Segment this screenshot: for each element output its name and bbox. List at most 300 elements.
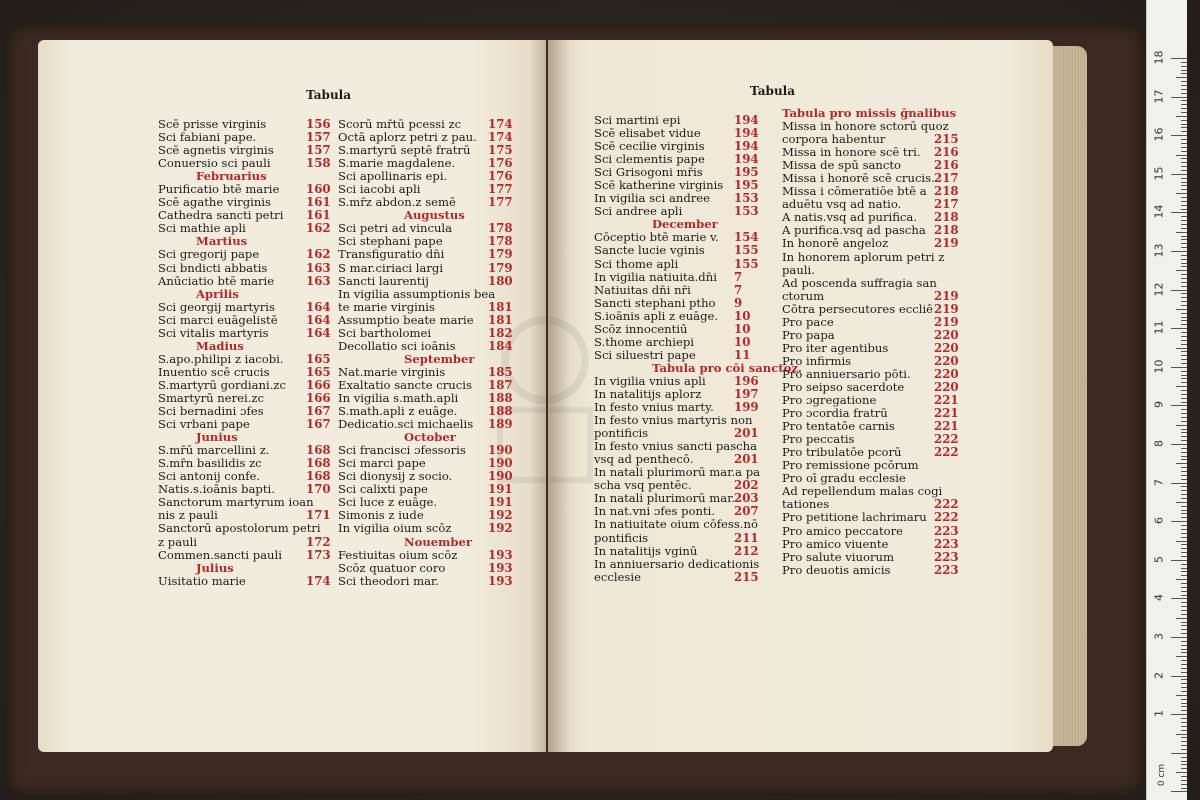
index-entry	[594, 258, 774, 271]
entry-title: aduētu vsq ad natio.	[782, 197, 902, 212]
entry-title: In festo vnius martyris non	[594, 413, 753, 428]
index-entry	[594, 323, 774, 336]
folio-number: 216	[934, 158, 959, 173]
ruler-tick	[1176, 386, 1187, 387]
entry-title: In natalitijs aplorz	[594, 386, 702, 401]
entry-title: vsq ad penthecō.	[594, 452, 694, 467]
index-entry	[338, 288, 518, 301]
folio-number: 179	[488, 247, 513, 262]
ruler-tick	[1181, 571, 1187, 572]
folio-number: 218	[934, 210, 959, 225]
ruler-tick	[1181, 788, 1187, 789]
entry-title: Sci Grisogoni mr̄is	[594, 165, 703, 180]
ruler-tick	[1176, 463, 1187, 464]
ruler-tick	[1181, 390, 1187, 391]
entry-title: Sanctorum martyrum ioan	[158, 495, 314, 510]
entry-title: In natali plurimorū mar.a pa	[594, 465, 761, 480]
folio-number: 10	[734, 321, 751, 336]
ruler-tick	[1181, 124, 1187, 125]
folio-number: 165	[306, 351, 331, 366]
ruler-tick	[1181, 344, 1187, 345]
entry-title: Pro remissione pcōrum	[782, 458, 919, 473]
folio-number: 181	[488, 299, 513, 314]
right-running-head: Tabula	[750, 84, 796, 98]
ruler-tick	[1181, 741, 1187, 742]
folio-number: 194	[734, 126, 759, 141]
entry-title: S.martyrū gordiani.zc	[158, 377, 287, 392]
index-entry	[158, 549, 338, 562]
ruler-tick	[1181, 259, 1187, 260]
folio-number: 11	[734, 347, 751, 362]
folio-number: 220	[934, 366, 959, 381]
folio-number: 219	[934, 236, 959, 251]
index-entry	[782, 551, 972, 564]
entry-title: Scē elisabet vidue	[594, 126, 701, 141]
entry-title: Scē agathe virginis	[158, 195, 271, 210]
folio-number: 212	[734, 543, 759, 558]
index-entry	[782, 290, 972, 303]
ruler-tick	[1181, 780, 1187, 781]
index-entry	[338, 575, 518, 588]
ruler-label: 14	[1152, 204, 1166, 219]
ruler-tick	[1181, 429, 1187, 430]
index-entry	[782, 564, 972, 577]
entry-title: A natis.vsq ad purifica.	[782, 210, 918, 225]
ruler-tick	[1181, 595, 1187, 596]
entry-title: S mar.ciriaci largi	[338, 260, 444, 275]
ruler-unit: 0 cm	[1157, 763, 1168, 787]
ruler-tick	[1181, 737, 1187, 738]
entry-title: Missa i cōmeratiōe btē a	[782, 184, 927, 199]
index-entry	[338, 327, 518, 340]
folio-number: 179	[488, 260, 513, 275]
ruler-tick	[1181, 378, 1187, 379]
entry-title: Assumptio beate marie	[338, 312, 474, 327]
ruler-tick	[1181, 228, 1187, 229]
ruler-tick	[1171, 174, 1187, 175]
folio-number: 188	[488, 390, 513, 405]
ruler-tick	[1181, 679, 1187, 680]
entry-title: In natalitijs vginū	[594, 543, 698, 558]
ruler-tick	[1171, 328, 1187, 329]
entry-title: Sci apollinaris epi.	[338, 169, 448, 184]
ruler-tick	[1181, 263, 1187, 264]
entry-title: Pro papa	[782, 327, 835, 342]
ruler-tick	[1171, 714, 1187, 715]
folio-number: 217	[934, 171, 959, 186]
section-heading-text: Nouember	[404, 534, 472, 549]
folio-number: 168	[306, 469, 331, 484]
ruler-tick	[1171, 521, 1187, 522]
index-entry	[338, 366, 518, 379]
measuring-ruler	[1146, 0, 1187, 800]
ruler-tick	[1181, 761, 1187, 762]
ruler-tick	[1181, 81, 1187, 82]
entry-title: Inuentio scē crucis	[158, 364, 270, 379]
ruler-tick	[1181, 552, 1187, 553]
ruler-tick	[1171, 290, 1187, 291]
ruler-tick	[1181, 320, 1187, 321]
entry-title: Uisitatio marie	[158, 573, 246, 588]
ruler-tick	[1181, 351, 1187, 352]
ruler-tick	[1181, 178, 1187, 179]
entry-title: S.ioānis apli z euāge.	[594, 308, 719, 323]
folio-number: 166	[306, 390, 331, 405]
folio-number: 218	[934, 223, 959, 238]
entry-title: Octā aplorz petri z pau.	[338, 130, 477, 145]
ruler-tick	[1181, 699, 1187, 700]
entry-title: In vigilia natiuita.dn̄i	[594, 269, 717, 284]
folio-number: 219	[934, 288, 959, 303]
ruler-tick	[1181, 652, 1187, 653]
folio-number: 167	[306, 404, 331, 419]
ruler-tick	[1181, 722, 1187, 723]
entry-title: Natiuitas dn̄i nr̄i	[594, 282, 691, 297]
entry-title: S.martyrū septē fratrū	[338, 143, 471, 158]
entry-title: Sci georgij martyris	[158, 299, 275, 314]
folio-number: 216	[934, 145, 959, 160]
folio-number: 176	[488, 156, 513, 171]
ruler-tick	[1181, 556, 1187, 557]
section-heading	[158, 288, 338, 301]
ruler-tick	[1181, 409, 1187, 410]
folio-number: 196	[734, 373, 759, 388]
ruler-tick	[1181, 394, 1187, 395]
entry-title: Sancti stephani ptho	[594, 295, 716, 310]
ruler-tick	[1176, 309, 1187, 310]
entry-title: Sci siluestri pape	[594, 347, 696, 362]
folio-number: 171	[306, 508, 331, 523]
folio-number: 190	[488, 456, 513, 471]
ruler-tick	[1181, 236, 1187, 237]
entry-title: Cathedra sancti petri	[158, 208, 284, 223]
index-entry	[158, 327, 338, 340]
ruler-tick	[1181, 143, 1187, 144]
ruler-tick	[1181, 139, 1187, 140]
entry-title: Sci stephani pape	[338, 234, 443, 249]
ruler-tick	[1181, 278, 1187, 279]
entry-title: In festo vnius sancti pascha	[594, 439, 758, 454]
folio-number: 192	[488, 508, 513, 523]
folio-number: 168	[306, 456, 331, 471]
ruler-tick	[1181, 687, 1187, 688]
folio-number: 174	[306, 573, 331, 588]
ruler-tick	[1181, 201, 1187, 202]
ruler-tick	[1181, 158, 1187, 159]
entry-title: Sancte lucie vginis	[594, 243, 705, 258]
ruler-label: 12	[1152, 282, 1166, 297]
folio-number: 157	[306, 130, 331, 145]
ruler-tick	[1171, 598, 1187, 599]
entry-title: A purifica.vsq ad pascha	[782, 223, 926, 238]
folio-number: 164	[306, 299, 331, 314]
index-entry	[782, 251, 972, 264]
ruler-tick	[1181, 718, 1187, 719]
folio-number: 215	[934, 132, 959, 147]
folio-number: 222	[934, 497, 959, 512]
folio-number: 194	[734, 113, 759, 127]
ruler-tick	[1171, 560, 1187, 561]
page-fore-edge	[1053, 46, 1087, 746]
ruler-tick	[1181, 313, 1187, 314]
ruler-tick	[1181, 332, 1187, 333]
entry-title: Commen.sancti pauli	[158, 547, 282, 562]
entry-title: In vigilia vnius apli	[594, 373, 706, 388]
ruler-tick	[1181, 89, 1187, 90]
ruler-label: 1	[1152, 710, 1166, 718]
entry-title: Pro iter agentibus	[782, 340, 889, 355]
ruler-tick	[1181, 209, 1187, 210]
index-entry	[158, 262, 338, 275]
ruler-tick	[1181, 517, 1187, 518]
section-heading-text: Tabula pro missis ḡnalibus	[782, 106, 957, 120]
section-heading-text: Augustus	[404, 208, 465, 223]
ruler-tick	[1181, 382, 1187, 383]
index-entry	[338, 522, 518, 535]
ruler-tick	[1181, 494, 1187, 495]
folio-number: 7	[734, 269, 743, 284]
ruler-tick	[1181, 622, 1187, 623]
ruler-tick	[1181, 452, 1187, 453]
entry-title: Ad repellendum malas cogi	[782, 484, 943, 499]
entry-title: Scē prisse virginis	[158, 117, 267, 131]
ruler-label: 9	[1152, 401, 1166, 409]
entry-title: Pro petitione lachrimaru	[782, 510, 927, 525]
ruler-tick	[1181, 602, 1187, 603]
ruler-tick	[1181, 459, 1187, 460]
ruler-tick	[1181, 266, 1187, 267]
section-heading-text: Madius	[196, 338, 244, 353]
entry-title: S.mr̄n basilidis zc	[158, 456, 262, 471]
ruler-tick	[1181, 625, 1187, 626]
entry-title: Sanctorū apostolorum petri	[158, 521, 321, 536]
entry-title: S.mr̄ū marcellini z.	[158, 443, 270, 458]
entry-title: In vigilia s.math.apli	[338, 390, 459, 405]
ruler-label: 5	[1152, 555, 1166, 563]
ruler-tick	[1181, 305, 1187, 306]
entry-title: Scē cecilie virginis	[594, 139, 705, 154]
folio-number: 222	[934, 445, 959, 460]
ruler-tick	[1171, 791, 1187, 792]
ruler-tick	[1176, 116, 1187, 117]
ruler-tick	[1176, 695, 1187, 696]
ruler-label: 18	[1152, 50, 1166, 65]
ruler-tick	[1181, 564, 1187, 565]
index-entry	[158, 418, 338, 431]
ruler-tick	[1181, 166, 1187, 167]
entry-title: Pro ɔcordia fratrū	[782, 406, 888, 421]
entry-title: In vigilia sci andree	[594, 191, 711, 206]
ruler-tick	[1181, 641, 1187, 642]
ruler-label: 4	[1152, 594, 1166, 602]
index-entry	[594, 532, 774, 545]
ruler-tick	[1181, 757, 1187, 758]
entry-title: Natis.s.ioānis bapti.	[158, 482, 275, 497]
ruler-tick	[1181, 112, 1187, 113]
index-entry	[782, 538, 972, 551]
ruler-tick	[1181, 297, 1187, 298]
ruler-tick	[1181, 421, 1187, 422]
index-entry	[158, 314, 338, 327]
entry-title: Dedicatio.sci michaelis	[338, 417, 474, 432]
folio-number: 157	[306, 143, 331, 158]
index-entry	[594, 284, 774, 297]
ruler-tick	[1181, 286, 1187, 287]
folio-number: 164	[306, 312, 331, 327]
ruler-tick	[1181, 776, 1187, 777]
folio-number: 9	[734, 295, 743, 310]
entry-title: S.apo.philipi z iacobi.	[158, 351, 284, 366]
folio-number: 155	[734, 256, 759, 271]
entry-title: Scōz innocentiū	[594, 321, 688, 336]
ruler-tick	[1181, 498, 1187, 499]
ruler-tick	[1181, 726, 1187, 727]
folio-number: 194	[734, 139, 759, 154]
ruler-tick	[1181, 189, 1187, 190]
folio-number: 177	[488, 195, 513, 210]
entry-title: pontificis	[594, 530, 649, 545]
ruler-tick	[1181, 66, 1187, 67]
section-heading	[338, 536, 518, 549]
entry-title: ctorum	[782, 288, 825, 303]
folio-number: 10	[734, 334, 751, 349]
folio-number: 161	[306, 208, 331, 223]
ruler-tick	[1176, 232, 1187, 233]
index-entry	[782, 329, 972, 342]
ruler-tick	[1181, 440, 1187, 441]
folio-number: 7	[734, 282, 743, 297]
folio-number: 191	[488, 495, 513, 510]
index-entry	[338, 248, 518, 261]
folio-number: 223	[934, 549, 959, 564]
ruler-tick	[1171, 483, 1187, 484]
entry-title: S.math.apli z euāge.	[338, 404, 458, 419]
folio-number: 192	[488, 521, 513, 536]
entry-title: Cōtra persecutores eccliē	[782, 301, 934, 316]
ruler-tick	[1181, 537, 1187, 538]
ruler-label: 3	[1152, 633, 1166, 640]
ruler-tick	[1181, 533, 1187, 534]
entry-title: Festiuitas oium scōz	[338, 547, 458, 562]
ruler-tick	[1171, 58, 1187, 59]
entry-title: Pro amico peccatore	[782, 523, 904, 538]
folio-number: 170	[306, 482, 331, 497]
ruler-tick	[1181, 587, 1187, 588]
ruler-tick	[1181, 629, 1187, 630]
folio-number: 220	[934, 379, 959, 394]
index-entry	[782, 316, 972, 329]
entry-title: Missa i honorē scē crucis.	[782, 171, 935, 186]
ruler-tick	[1176, 348, 1187, 349]
folio-number: 174	[488, 130, 513, 145]
index-entry	[158, 353, 338, 366]
ruler-tick	[1181, 510, 1187, 511]
ruler-tick	[1181, 784, 1187, 785]
ruler-tick	[1176, 618, 1187, 619]
folio-number: 176	[488, 169, 513, 184]
entry-title: Sci clementis pape	[594, 152, 705, 167]
ruler-tick	[1181, 93, 1187, 94]
folio-number: 174	[488, 117, 513, 131]
index-entry	[782, 277, 972, 290]
entry-title: In honorē angeloz	[782, 236, 889, 251]
entry-title: ecclesie	[594, 569, 641, 584]
section-heading-text: Tabula pro cōi sanctoz.	[652, 360, 802, 375]
ruler-tick	[1181, 467, 1187, 468]
ruler-tick	[1181, 436, 1187, 437]
folio-number: 177	[488, 182, 513, 197]
folio-number: 158	[306, 156, 331, 171]
index-entry	[158, 248, 338, 261]
ruler-tick	[1181, 301, 1187, 302]
ruler-tick	[1171, 676, 1187, 677]
ruler-tick	[1181, 706, 1187, 707]
ruler-label: 16	[1152, 127, 1166, 142]
folio-number: 219	[934, 314, 959, 329]
ruler-tick	[1181, 224, 1187, 225]
entry-title: Pro amico viuente	[782, 536, 889, 551]
entry-title: Sci martini epi	[594, 113, 681, 127]
section-heading-text: December	[652, 217, 718, 232]
left-page-column-1	[158, 118, 338, 588]
index-entry	[782, 355, 972, 368]
entry-title: Scē agnetis virginis	[158, 143, 274, 158]
entry-title: Ad poscenda suffragia san	[782, 275, 937, 290]
entry-title: z pauli	[158, 534, 198, 549]
section-heading-text: Aprilis	[196, 286, 239, 301]
ruler-tick	[1176, 541, 1187, 542]
section-heading	[594, 360, 802, 375]
ruler-tick	[1181, 197, 1187, 198]
entry-title: In anniuersario dedicationis	[594, 556, 760, 571]
entry-title: te marie virginis	[338, 299, 435, 314]
ruler-tick	[1181, 216, 1187, 217]
ruler-tick	[1181, 104, 1187, 105]
entry-title: Conuersio sci pauli	[158, 156, 271, 171]
ruler-tick	[1176, 579, 1187, 580]
ruler-tick	[1181, 359, 1187, 360]
entry-title: Sci iacobi apli	[338, 182, 421, 197]
folio-number: 217	[934, 197, 959, 212]
index-entry	[782, 342, 972, 355]
ruler-tick	[1171, 135, 1187, 136]
entry-title: Missa de spū sancto	[782, 158, 902, 173]
ruler-tick	[1181, 606, 1187, 607]
folio-number: 153	[734, 204, 759, 219]
entry-title: S.thome archiepi	[594, 334, 694, 349]
ruler-tick	[1181, 710, 1187, 711]
ruler-tick	[1181, 730, 1187, 731]
ruler-tick	[1181, 649, 1187, 650]
section-heading-text: Julius	[196, 560, 234, 575]
folio-number: 154	[734, 230, 759, 245]
ruler-tick	[1181, 170, 1187, 171]
entry-title: Sci bartholomei	[338, 325, 432, 340]
ruler-tick	[1181, 70, 1187, 71]
index-entry	[782, 525, 972, 538]
ruler-tick	[1181, 255, 1187, 256]
folio-number: 201	[734, 452, 759, 467]
folio-number: 184	[488, 338, 513, 353]
entry-title: Sci fabiani pape.	[158, 130, 257, 145]
ruler-tick	[1181, 703, 1187, 704]
ruler-tick	[1181, 317, 1187, 318]
index-entry	[158, 575, 338, 588]
entry-title: Sci antonij confe.	[158, 469, 261, 484]
entry-title: Pro salute viuorum	[782, 549, 894, 564]
index-entry	[594, 349, 774, 362]
ruler-label: 2	[1152, 671, 1166, 679]
